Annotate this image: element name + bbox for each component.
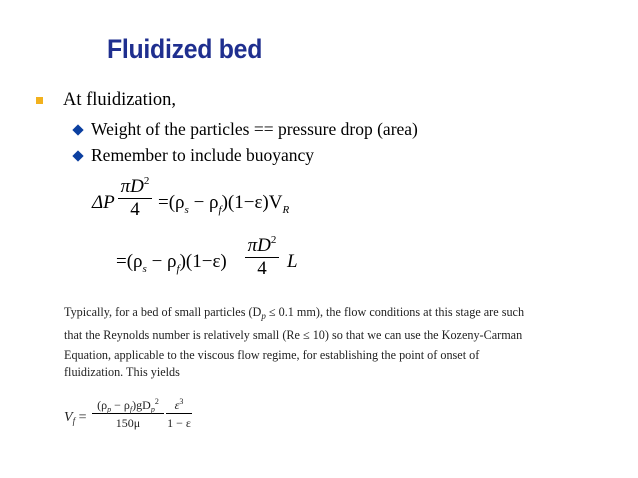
eq2-a: =(ρ (116, 251, 143, 272)
eq1-exponent: 2 (143, 175, 150, 187)
final-lhs-sub: f (72, 416, 76, 426)
paragraph-line-2: that the Reynolds number is relatively small (Re ≤ 10) so that we can use the Kozeny-Carman (64, 328, 523, 342)
eq1-rhs-a: =(ρ (158, 192, 185, 213)
eq2-sub-s: s (142, 263, 147, 275)
eq2-b: − ρ (146, 251, 177, 272)
paragraph-line-4: fluidization. This yields (64, 365, 180, 379)
diamond-bullet-icon (72, 124, 83, 135)
final-num1-p: p (107, 405, 112, 414)
slide-title: Fluidized bed (107, 34, 263, 64)
eq1-sub-f: f (218, 204, 222, 216)
final-num1-f: f (129, 405, 133, 414)
eq2-c: )(1−ε) (179, 251, 227, 272)
eq2-numerator: πD (247, 235, 271, 256)
paragraph-line-3: Equation, applicable to the viscous flow regime, for establishing the point of onset of (64, 348, 480, 362)
eq2-length: L (287, 251, 298, 272)
final-num1-c: )gD (132, 398, 151, 412)
final-num1-b: − ρ (111, 398, 130, 412)
final-num1-a: (ρ (97, 398, 108, 412)
eq1-rhs-b: − ρ (188, 192, 219, 213)
paragraph-line-1 (64, 302, 564, 324)
eq2-denominator: 4 (257, 258, 267, 279)
eq2-exponent: 2 (270, 234, 277, 246)
square-bullet-icon (36, 97, 43, 104)
eq2-sub-f: f (176, 263, 180, 275)
final-num1-exp: 2 (154, 397, 159, 406)
eq1-rhs (158, 192, 289, 214)
final-lhs: V (64, 410, 73, 425)
para-l1-b: ≤ 0.1 mm), the flow conditions at this stage are such (265, 305, 525, 319)
eq1-denominator: 4 (130, 199, 140, 220)
final-fraction-1 (92, 398, 164, 431)
final-num2-exp: 3 (179, 397, 184, 406)
final-den1: 150μ (115, 416, 141, 430)
final-eq-sign: = (78, 410, 87, 425)
eq1-numerator: πD (120, 176, 144, 197)
eq1-fraction (118, 176, 152, 221)
sub-bullet-1: Weight of the particles == pressure drop (area) (91, 119, 418, 139)
sub-bullet-2: Remember to include buoyancy (91, 145, 315, 165)
eq2-lhs (116, 251, 227, 273)
para-l1-sub: p (261, 311, 266, 321)
eq1-delta-p: ΔP (92, 192, 115, 213)
bullet-text: At fluidization, (63, 90, 177, 110)
para-l1-a: Typically, for a bed of small particles (D (64, 305, 262, 319)
eq1-sub-s: s (184, 204, 189, 216)
final-num2: ε (174, 398, 180, 412)
final-fraction-2 (166, 398, 192, 431)
diamond-bullet-icon (72, 150, 83, 161)
final-den2: 1 − ε (167, 416, 191, 430)
eq1-sub-r: R (282, 204, 290, 216)
eq2-fraction (245, 235, 279, 280)
final-num1-p2: p (150, 405, 155, 414)
eq1-rhs-c: )(1−ε)V (221, 192, 283, 213)
